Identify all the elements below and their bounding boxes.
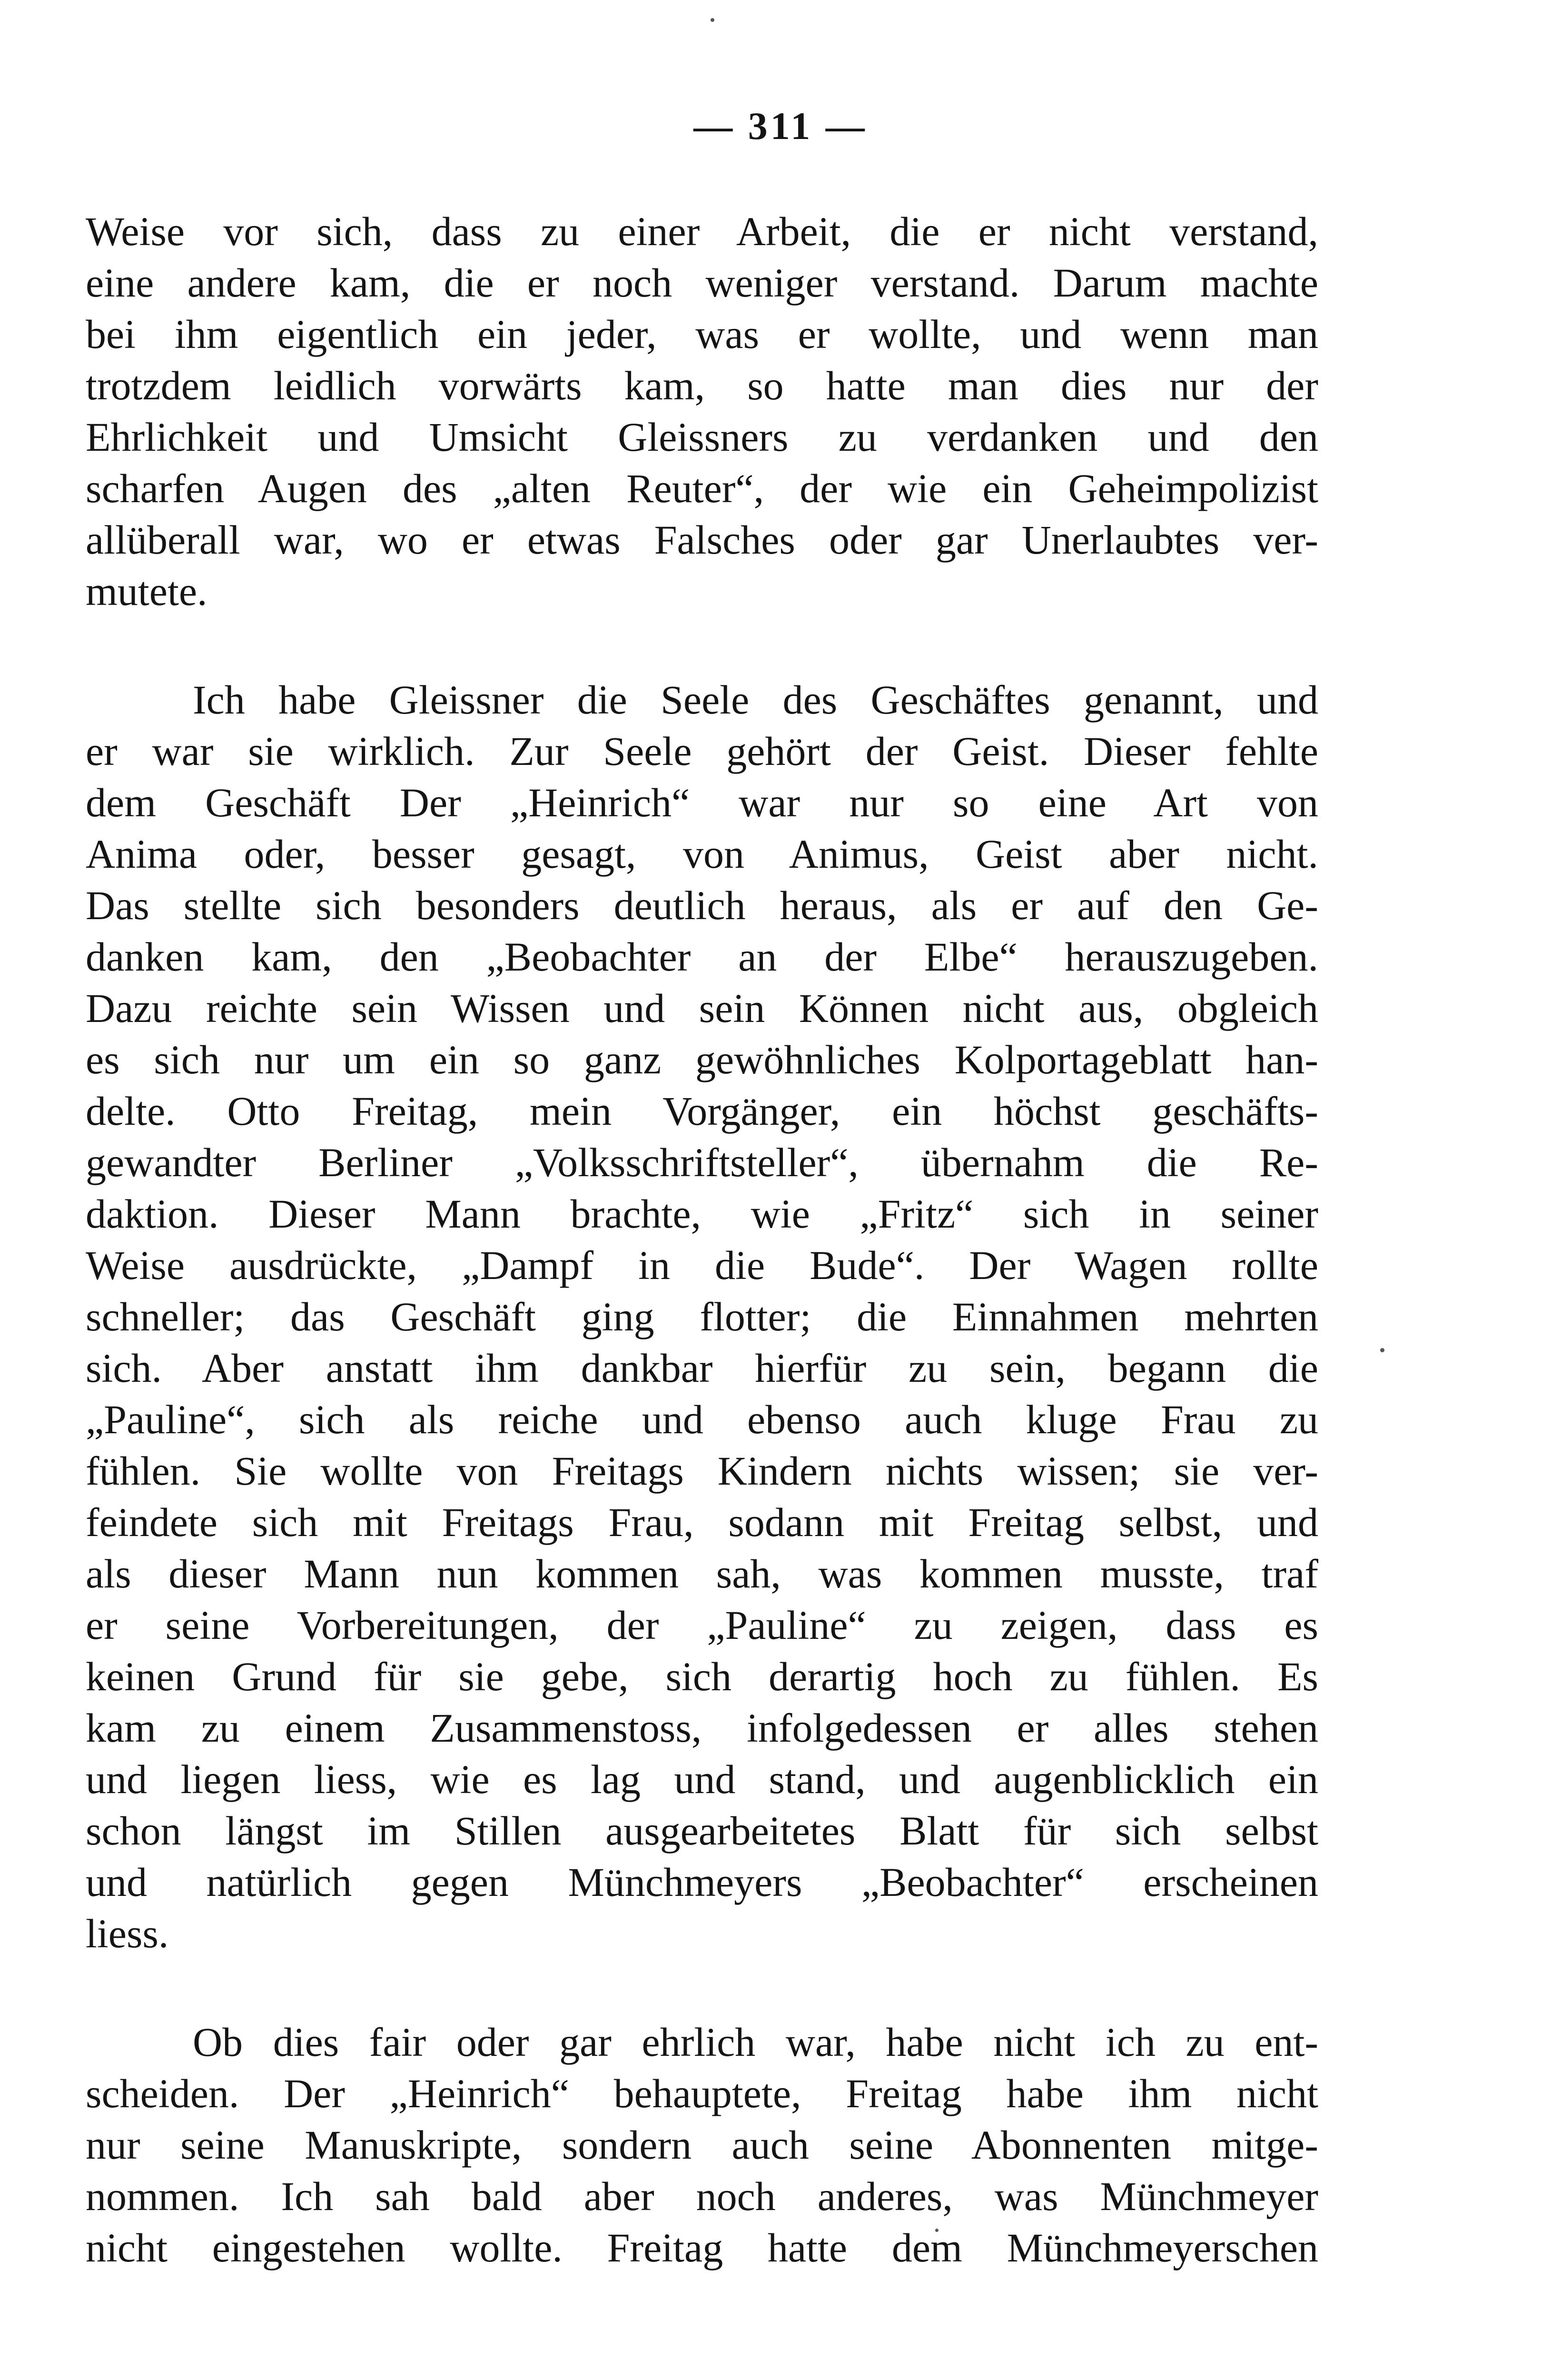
- text-line: er war sie wirklich. Zur Seele gehört der Geist. Dieser fehlte: [86, 728, 1318, 774]
- text-line: Dazu reichte sein Wissen und sein Können nicht aus, obgleich: [86, 985, 1318, 1031]
- paragraph-3: [86, 2016, 1318, 2273]
- text-line: „Pauline“, sich als reiche und ebenso auch kluge Frau zu: [86, 1397, 1318, 1442]
- text-line: feindete sich mit Freitags Frau, sodann mit Freitag selbst, und: [86, 1499, 1318, 1545]
- text-line: er seine Vorbereitungen, der „Pauline“ zu zeigen, dass es: [86, 1602, 1318, 1648]
- text-line: schon längst im Stillen ausgearbeitetes Blatt für sich selbst: [86, 1808, 1318, 1854]
- text-line: mutete.: [86, 568, 207, 614]
- text-line: Weise vor sich, dass zu einer Arbeit, die er nicht verstand,: [86, 208, 1318, 254]
- text-line: allüberall war, wo er etwas Falsches oder gar Unerlaubtes ver-: [86, 517, 1318, 563]
- print-speck: [711, 18, 714, 22]
- text-line: und natürlich gegen Münchmeyers „Beobachter“ erscheinen: [86, 1859, 1318, 1905]
- text-line: delte. Otto Freitag, mein Vorgänger, ein höchst geschäfts-: [86, 1088, 1318, 1134]
- text-line: sich. Aber anstatt ihm dankbar hierfür zu sein, begann die: [86, 1345, 1318, 1391]
- paragraph-1: [86, 206, 1318, 617]
- text-line: kam zu einem Zusammenstoss, infolgedessen er alles stehen: [86, 1705, 1318, 1751]
- text-line: Ob dies fair oder gar ehrlich war, habe nicht ich zu ent-: [193, 2019, 1318, 2065]
- text-line: gewandter Berliner „Volksschriftsteller“, übernahm die Re-: [86, 1140, 1318, 1185]
- text-line: dem Geschäft Der „Heinrich“ war nur so eine Art von: [86, 780, 1318, 825]
- print-speck: [1380, 1348, 1384, 1352]
- paragraph-2: [86, 674, 1318, 1959]
- text-line: nommen. Ich sah bald aber noch anderes, was Münchmeyer: [86, 2173, 1318, 2219]
- text-line: bei ihm eigentlich ein jeder, was er wollte, und wenn man: [86, 311, 1318, 357]
- text-body: [86, 206, 1318, 2330]
- text-line: liess.: [86, 1911, 169, 1956]
- text-line: schneller; das Geschäft ging flotter; die Einnahmen mehrten: [86, 1294, 1318, 1339]
- text-line: als dieser Mann nun kommen sah, was kommen musste, traf: [86, 1551, 1318, 1597]
- text-line: keinen Grund für sie gebe, sich derartig hoch zu fühlen. Es: [86, 1654, 1318, 1699]
- text-line: nicht eingestehen wollte. Freitag hatte dem Münchmeyerschen: [86, 2225, 1318, 2271]
- text-line: Das stellte sich besonders deutlich heraus, als er auf den Ge-: [86, 883, 1318, 928]
- text-line: und liegen liess, wie es lag und stand, und augenblicklich ein: [86, 1756, 1318, 1802]
- text-line: trotzdem leidlich vorwärts kam, so hatte man dies nur der: [86, 363, 1318, 408]
- page-number: — 311 —: [693, 104, 868, 148]
- text-line: Anima oder, besser gesagt, von Animus, Geist aber nicht.: [86, 831, 1318, 877]
- text-line: Weise ausdrückte, „Dampf in die Bude“. Der Wagen rollte: [86, 1242, 1318, 1288]
- text-line: scharfen Augen des „alten Reuter“, der wie ein Geheimpolizist: [86, 466, 1318, 511]
- text-line: fühlen. Sie wollte von Freitags Kindern nichts wissen; sie ver-: [86, 1448, 1318, 1494]
- text-line: es sich nur um ein so ganz gewöhnliches Kolportageblatt han-: [86, 1037, 1318, 1082]
- text-line: Ich habe Gleissner die Seele des Geschäftes genannt, und: [193, 677, 1318, 723]
- text-line: daktion. Dieser Mann brachte, wie „Fritz“ sich in seiner: [86, 1191, 1318, 1237]
- text-line: danken kam, den „Beobachter an der Elbe“ herauszugeben.: [86, 934, 1318, 980]
- text-line: Ehrlichkeit und Umsicht Gleissners zu verdanken und den: [86, 414, 1318, 460]
- text-line: eine andere kam, die er noch weniger verstand. Darum machte: [86, 260, 1318, 306]
- text-line: scheiden. Der „Heinrich“ behauptete, Freitag habe ihm nicht: [86, 2071, 1318, 2116]
- text-line: nur seine Manuskripte, sondern auch seine Abonnenten mitge-: [86, 2122, 1318, 2168]
